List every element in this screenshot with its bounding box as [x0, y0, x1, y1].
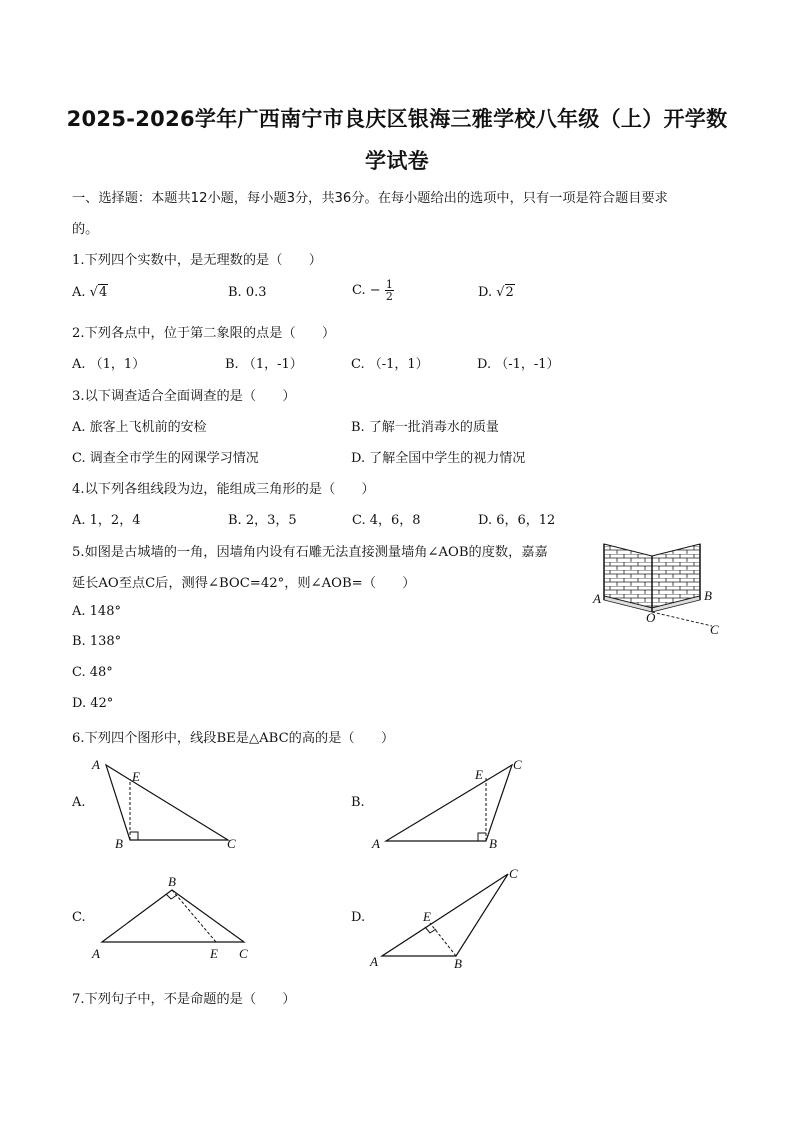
section-instructions-line-1: 一、选择题：本题共12小题，每小题3分，共36分。在每小题给出的选项中，只有一项是符合题目要求 [72, 191, 668, 206]
sqrt-expression: √4 [89, 285, 108, 300]
question-6-stem: 6.下列四个图形中，线段BE是△ABC的高的是（ ） [72, 731, 395, 746]
question-5-stem-line-2: 延长AO至点C后，测得∠BOC=42°，则∠AOB=（ ） [72, 576, 416, 591]
point-b-label: B [489, 836, 497, 851]
triangle-abc [106, 765, 228, 840]
minus-sign: − [369, 283, 381, 298]
question-5-option-b: B. 138° [72, 634, 122, 649]
right-angle-mark [166, 894, 177, 899]
triangle-abc [382, 874, 508, 956]
question-6-figure-b [368, 755, 538, 855]
question-3-stem: 3.以下调查适合全面调查的是（ ） [72, 389, 296, 404]
radicand: 2 [505, 285, 514, 300]
point-a-label: A [370, 954, 378, 969]
point-c-label: C [710, 622, 719, 637]
question-3-option-d: D. 了解全国中学生的视力情况 [351, 451, 526, 466]
option-d-label: D. [478, 285, 493, 300]
question-6-figure-c [88, 872, 258, 964]
question-5-stem-line-1: 5.如图是古城墙的一角，因墙角内设有石雕无法直接测量墙角∠AOB的度数，嘉嘉 [72, 545, 548, 560]
segment-be [430, 923, 456, 956]
point-o-label: O [646, 610, 656, 625]
point-c-label: C [509, 866, 518, 881]
fraction [385, 279, 394, 302]
question-2-stem: 2.下列各点中，位于第二象限的点是（ ） [72, 326, 336, 341]
question-6-figure-a [88, 755, 248, 855]
exam-title-line-2: 学试卷 [365, 149, 429, 173]
point-b-label: B [704, 588, 712, 603]
question-4-option-d: D. 6，6，12 [478, 513, 556, 528]
question-3-option-a: A. 旅客上飞机前的安检 [72, 420, 207, 435]
segment-be [172, 890, 216, 942]
option-a-label: A. [72, 285, 86, 300]
fraction-numerator: 1 [385, 278, 393, 291]
question-3-option-c: C. 调查全市学生的网课学习情况 [72, 451, 259, 466]
question-6-option-a-label: A. [72, 795, 86, 810]
sqrt-expression: √2 [496, 285, 514, 300]
point-b-label: B [454, 956, 462, 971]
question-5-option-a: A. 148° [72, 604, 121, 619]
question-5-option-d: D. 42° [72, 696, 114, 711]
question-4-option-c: C. 4，6，8 [352, 513, 421, 528]
option-c-label: C. [352, 283, 366, 298]
question-1-option-a [72, 285, 108, 300]
exam-title-line-1: 2025-2026学年广西南宁市良庆区银海三雅学校八年级（上）开学数 [66, 107, 728, 131]
point-e-label: E [423, 909, 431, 924]
city-wall-corner-figure [592, 538, 727, 642]
point-c-label: C [513, 757, 522, 772]
question-2-option-a: A. （1，1） [72, 357, 146, 372]
question-2-option-b: B. （1，-1） [225, 357, 303, 372]
question-4-stem: 4.以下列各组线段为边，能组成三角形的是（ ） [72, 482, 375, 497]
point-e-label: E [475, 767, 483, 782]
question-1-option-c [352, 279, 394, 302]
point-b-label: B [115, 836, 123, 851]
question-2-option-d: D. （-1，-1） [477, 357, 560, 372]
question-6-option-c-label: C. [72, 910, 86, 925]
question-7-stem: 7.下列句子中，不是命题的是（ ） [72, 992, 296, 1007]
right-angle-mark [130, 832, 138, 840]
question-4-option-b: B. 2，3，5 [228, 513, 297, 528]
question-1-option-b: B. 0.3 [228, 285, 267, 300]
point-a-label: A [92, 757, 100, 772]
point-b-label: B [168, 874, 176, 889]
question-2-option-c: C. （-1，1） [351, 357, 429, 372]
point-a-label: A [593, 591, 601, 606]
right-angle-mark [478, 833, 486, 841]
question-1-option-d [478, 285, 515, 300]
point-e-label: E [210, 946, 218, 961]
triangle-abc [386, 765, 512, 841]
question-6-option-d-label: D. [351, 910, 366, 925]
radicand: 4 [98, 285, 108, 300]
section-instructions-line-2: 的。 [72, 222, 99, 237]
question-3-option-b: B. 了解一批消毒水的质量 [351, 420, 499, 435]
point-c-label: C [239, 946, 248, 961]
extension-oc [652, 612, 712, 626]
question-4-option-a: A. 1，2，4 [72, 513, 141, 528]
point-a-label: A [372, 836, 380, 851]
question-6-option-b-label: B. [351, 795, 365, 810]
question-5-option-c: C. 48° [72, 665, 113, 680]
fraction-denominator: 2 [385, 290, 393, 303]
point-c-label: C [227, 836, 236, 851]
point-a-label: A [92, 946, 100, 961]
point-e-label: E [132, 769, 140, 784]
question-1-stem: 1.下列四个实数中，是无理数的是（ ） [72, 253, 322, 268]
question-6-figure-d [368, 862, 538, 972]
